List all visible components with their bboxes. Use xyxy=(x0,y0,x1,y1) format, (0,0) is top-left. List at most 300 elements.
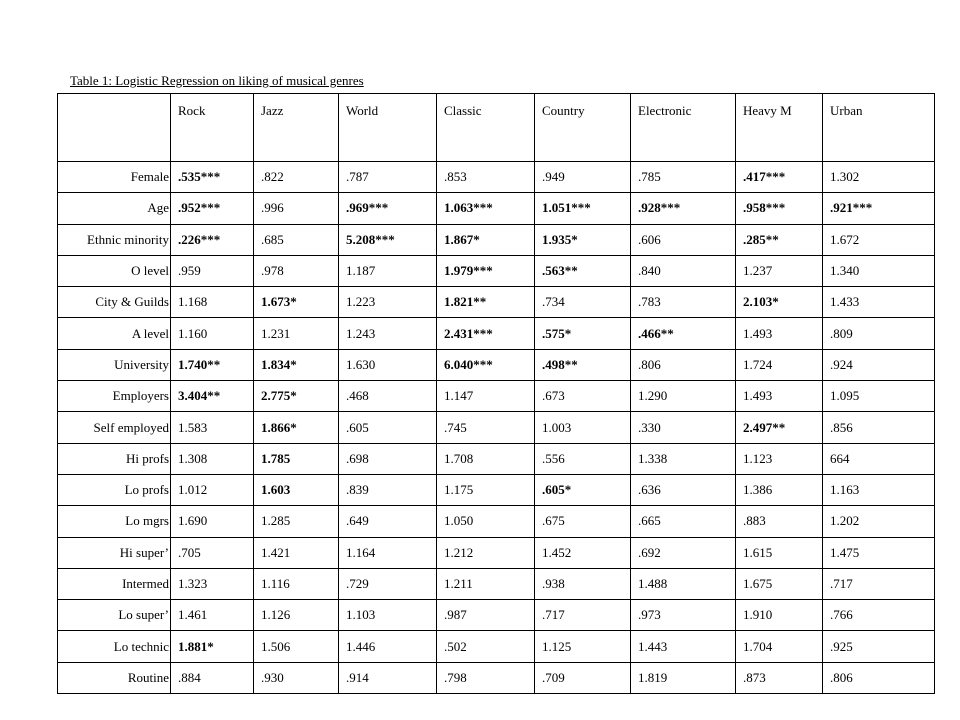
table-cell xyxy=(254,318,339,349)
table-row xyxy=(58,537,935,568)
cell-value: .705 xyxy=(178,544,201,560)
table-cell xyxy=(736,162,823,193)
table-cell xyxy=(736,662,823,693)
table-cell xyxy=(535,662,631,693)
cell-value: 1.003 xyxy=(542,419,572,435)
cell-value: 1.285 xyxy=(261,513,291,529)
table-cell xyxy=(535,600,631,631)
cell-value: .675 xyxy=(542,513,565,529)
cell-value: 1.323 xyxy=(178,576,208,591)
cell-value: 1.175 xyxy=(444,482,474,498)
cell-value: 1.212 xyxy=(444,544,474,560)
row-label: Self employed xyxy=(58,412,171,443)
table-cell xyxy=(736,568,823,599)
table-cell xyxy=(171,631,254,662)
column-header xyxy=(171,94,254,162)
table-body xyxy=(58,162,935,694)
table-cell xyxy=(437,662,535,693)
cell-value: .969*** xyxy=(346,200,389,216)
cell-value: 1.223 xyxy=(346,294,376,310)
column-header-label: Heavy M xyxy=(743,103,792,118)
row-label: Lo technic xyxy=(58,631,171,662)
column-header-label xyxy=(58,103,65,118)
cell-value: 1.302 xyxy=(830,169,860,185)
cell-value: 1.386 xyxy=(743,482,773,498)
cell-value: .417*** xyxy=(743,169,786,185)
cell-value: 5.208*** xyxy=(346,231,395,247)
cell-value: 1.308 xyxy=(178,450,208,466)
cell-value: 1.051*** xyxy=(542,200,591,216)
row-label: Hi super’ xyxy=(58,537,171,568)
cell-value: .717 xyxy=(542,607,565,623)
cell-value: 1.785 xyxy=(261,450,291,466)
cell-value: 1.290 xyxy=(638,388,668,404)
table-cell xyxy=(437,443,535,474)
table-cell xyxy=(171,162,254,193)
table-cell xyxy=(171,318,254,349)
regression-table xyxy=(57,93,935,694)
table-cell xyxy=(535,287,631,318)
table-cell xyxy=(823,349,935,380)
cell-value: .806 xyxy=(830,669,853,685)
table-cell xyxy=(339,506,437,537)
table-cell xyxy=(254,224,339,255)
table-cell xyxy=(254,349,339,380)
cell-value: 1.740** xyxy=(178,356,221,372)
table-cell xyxy=(171,287,254,318)
row-label: University xyxy=(58,349,171,380)
table-cell xyxy=(535,568,631,599)
table-cell xyxy=(339,162,437,193)
cell-value: .535*** xyxy=(178,169,221,185)
cell-value: 1.493 xyxy=(743,325,773,341)
table-cell xyxy=(254,255,339,286)
column-header xyxy=(254,94,339,162)
cell-value: 3.404** xyxy=(178,388,221,404)
table-cell xyxy=(823,412,935,443)
cell-value: 1.488 xyxy=(638,576,668,591)
cell-value: 1.231 xyxy=(261,325,291,341)
table-cell xyxy=(736,443,823,474)
table-cell xyxy=(631,474,736,505)
table-cell xyxy=(736,349,823,380)
table-cell xyxy=(254,287,339,318)
table-cell xyxy=(631,568,736,599)
table-cell xyxy=(339,600,437,631)
table-cell xyxy=(631,255,736,286)
table-cell xyxy=(339,193,437,224)
cell-value: 1.433 xyxy=(830,294,860,310)
table-cell xyxy=(736,193,823,224)
table-cell xyxy=(437,506,535,537)
cell-value: 1.881* xyxy=(178,638,214,654)
cell-value: 1.866* xyxy=(261,419,297,435)
cell-value: .938 xyxy=(542,576,565,591)
table-cell xyxy=(171,506,254,537)
row-label: Intermed xyxy=(58,568,171,599)
cell-value: 1.630 xyxy=(346,356,376,372)
table-cell xyxy=(254,412,339,443)
table-row xyxy=(58,255,935,286)
cell-value: 2.103* xyxy=(743,294,779,310)
table-cell xyxy=(254,506,339,537)
table-row xyxy=(58,412,935,443)
cell-value: .502 xyxy=(444,638,467,654)
cell-value: .783 xyxy=(638,294,661,310)
cell-value: .856 xyxy=(830,419,853,435)
cell-value: .921*** xyxy=(830,200,873,216)
table-row xyxy=(58,474,935,505)
table-cell xyxy=(437,224,535,255)
table-cell xyxy=(535,255,631,286)
table-cell xyxy=(736,318,823,349)
table-cell xyxy=(339,287,437,318)
table-cell xyxy=(823,631,935,662)
table-row xyxy=(58,381,935,412)
row-label: Routine xyxy=(58,662,171,693)
cell-value: .840 xyxy=(638,263,661,279)
cell-value: .665 xyxy=(638,513,661,529)
row-label: Ethnic minority xyxy=(58,224,171,255)
table-cell xyxy=(631,506,736,537)
table-cell xyxy=(339,318,437,349)
table-cell xyxy=(631,318,736,349)
cell-value: 1.050 xyxy=(444,513,474,529)
row-label: Hi profs xyxy=(58,443,171,474)
cell-value: 1.338 xyxy=(638,450,668,466)
header-row xyxy=(58,94,935,162)
table-cell xyxy=(823,443,935,474)
table-cell xyxy=(535,506,631,537)
table-cell xyxy=(437,349,535,380)
table-cell xyxy=(535,412,631,443)
table-cell xyxy=(736,506,823,537)
cell-value: 1.123 xyxy=(743,450,773,466)
table-cell xyxy=(254,443,339,474)
table-cell xyxy=(437,600,535,631)
cell-value: 1.160 xyxy=(178,325,208,341)
cell-value: .563** xyxy=(542,263,578,279)
table-cell xyxy=(823,318,935,349)
cell-value: .787 xyxy=(346,169,369,185)
cell-value: .930 xyxy=(261,669,284,685)
cell-value: .709 xyxy=(542,669,565,685)
cell-value: .873 xyxy=(743,669,766,685)
table-cell xyxy=(171,412,254,443)
table-row xyxy=(58,568,935,599)
cell-value: .914 xyxy=(346,669,369,685)
table-cell xyxy=(339,443,437,474)
cell-value: .925 xyxy=(830,638,853,654)
table-cell xyxy=(535,474,631,505)
table-cell xyxy=(339,224,437,255)
table-cell xyxy=(254,631,339,662)
table-cell xyxy=(631,412,736,443)
cell-value: 1.168 xyxy=(178,294,208,310)
table-cell xyxy=(736,474,823,505)
table-cell xyxy=(339,474,437,505)
table-row xyxy=(58,506,935,537)
cell-value: .978 xyxy=(261,263,284,279)
table-cell xyxy=(339,412,437,443)
table-row xyxy=(58,600,935,631)
cell-value: 1.443 xyxy=(638,638,668,654)
cell-value: 1.704 xyxy=(743,638,773,654)
cell-value: .673 xyxy=(542,388,565,404)
cell-value: 1.063*** xyxy=(444,200,493,216)
cell-value: 1.819 xyxy=(638,669,668,685)
column-header-label: Classic xyxy=(444,103,482,118)
cell-value: .606 xyxy=(638,231,661,247)
table-cell xyxy=(171,255,254,286)
table-cell xyxy=(171,349,254,380)
table-cell xyxy=(339,631,437,662)
table-row xyxy=(58,631,935,662)
cell-value: 1.202 xyxy=(830,513,860,529)
cell-value: 1.126 xyxy=(261,607,291,623)
cell-value: 1.675 xyxy=(743,576,773,591)
cell-value: .649 xyxy=(346,513,369,529)
table-row xyxy=(58,662,935,693)
cell-value: .822 xyxy=(261,169,284,185)
cell-value: .734 xyxy=(542,294,565,310)
cell-value: .806 xyxy=(638,356,661,372)
cell-value: 1.452 xyxy=(542,544,572,560)
table-cell xyxy=(437,631,535,662)
cell-value: 1.243 xyxy=(346,325,376,341)
cell-value: 1.935* xyxy=(542,231,578,247)
table-cell xyxy=(171,600,254,631)
table-cell xyxy=(339,349,437,380)
cell-value: .466** xyxy=(638,325,674,341)
cell-value: 1.475 xyxy=(830,544,860,560)
column-header-label: World xyxy=(346,103,379,118)
table-cell xyxy=(254,600,339,631)
column-header-label: Electronic xyxy=(638,103,692,118)
cell-value: 1.979*** xyxy=(444,263,493,279)
table-cell xyxy=(171,443,254,474)
header-corner-cell xyxy=(58,94,171,162)
row-label: Lo super’ xyxy=(58,600,171,631)
table-cell xyxy=(437,162,535,193)
cell-value: 2.775* xyxy=(261,388,297,404)
table-row xyxy=(58,349,935,380)
table-row xyxy=(58,162,935,193)
table-cell xyxy=(171,568,254,599)
cell-value: .959 xyxy=(178,263,201,279)
table-cell xyxy=(631,443,736,474)
cell-value: 1.340 xyxy=(830,263,860,279)
cell-value: 6.040*** xyxy=(444,356,493,372)
cell-value: .226*** xyxy=(178,231,221,247)
cell-value: 1.163 xyxy=(830,482,860,498)
cell-value: 1.116 xyxy=(261,576,290,591)
table-cell xyxy=(171,224,254,255)
table-cell xyxy=(823,506,935,537)
table-cell xyxy=(535,349,631,380)
cell-value: .692 xyxy=(638,544,661,560)
cell-value: 1.708 xyxy=(444,450,474,466)
cell-value: 1.690 xyxy=(178,513,208,529)
table-cell xyxy=(823,381,935,412)
row-label: A level xyxy=(58,318,171,349)
cell-value: 1.672 xyxy=(830,231,860,247)
table-cell xyxy=(171,474,254,505)
table-cell xyxy=(823,193,935,224)
table-cell xyxy=(631,537,736,568)
table-row xyxy=(58,193,935,224)
table-cell xyxy=(254,474,339,505)
column-header-label: Urban xyxy=(830,103,863,118)
cell-value: 1.095 xyxy=(830,388,860,404)
cell-value: 1.421 xyxy=(261,544,291,560)
cell-value: .575* xyxy=(542,325,572,341)
cell-value: .729 xyxy=(346,576,369,591)
cell-value: .785 xyxy=(638,169,661,185)
table-cell xyxy=(631,631,736,662)
cell-value: .468 xyxy=(346,388,369,404)
cell-value: 1.724 xyxy=(743,356,773,372)
row-label: Lo mgrs xyxy=(58,506,171,537)
table-cell xyxy=(535,224,631,255)
cell-value: .924 xyxy=(830,356,853,372)
table-cell xyxy=(823,662,935,693)
cell-value: 1.867* xyxy=(444,231,480,247)
cell-value: .605* xyxy=(542,482,572,498)
cell-value: 1.446 xyxy=(346,638,376,654)
table-cell xyxy=(254,568,339,599)
cell-value: 1.164 xyxy=(346,544,376,560)
column-header xyxy=(437,94,535,162)
cell-value: .987 xyxy=(444,607,467,623)
table-cell xyxy=(736,381,823,412)
row-label: Employers xyxy=(58,381,171,412)
table-cell xyxy=(631,662,736,693)
table-cell xyxy=(535,162,631,193)
cell-value: 1.147 xyxy=(444,388,474,404)
cell-value: 1.910 xyxy=(743,607,773,623)
column-header xyxy=(736,94,823,162)
table-cell xyxy=(736,600,823,631)
cell-value: 1.103 xyxy=(346,607,376,623)
cell-value: 2.497** xyxy=(743,419,786,435)
cell-value: .605 xyxy=(346,419,369,435)
table-cell xyxy=(535,318,631,349)
cell-value: .285** xyxy=(743,231,779,247)
table-cell xyxy=(631,349,736,380)
cell-value: .717 xyxy=(830,576,853,591)
cell-value: .809 xyxy=(830,325,853,341)
table-cell xyxy=(631,600,736,631)
table-cell xyxy=(339,381,437,412)
cell-value: 1.834* xyxy=(261,356,297,372)
cell-value: .685 xyxy=(261,231,284,247)
table-cell xyxy=(437,193,535,224)
table-cell xyxy=(437,537,535,568)
cell-value: .958*** xyxy=(743,200,786,216)
table-caption: Table 1: Logistic Regression on liking of musical genres xyxy=(70,73,364,88)
table-cell xyxy=(339,568,437,599)
table-cell xyxy=(535,631,631,662)
cell-value: 1.603 xyxy=(261,482,291,498)
table-cell xyxy=(437,412,535,443)
table-cell xyxy=(254,662,339,693)
table-cell xyxy=(823,255,935,286)
cell-value: .636 xyxy=(638,482,661,498)
table-cell xyxy=(254,537,339,568)
table-cell xyxy=(736,537,823,568)
cell-value: .928*** xyxy=(638,200,681,216)
cell-value: 1.187 xyxy=(346,263,376,279)
row-label: Lo profs xyxy=(58,474,171,505)
table-cell xyxy=(823,600,935,631)
cell-value: .973 xyxy=(638,607,661,623)
table-cell xyxy=(171,537,254,568)
table-row xyxy=(58,287,935,318)
cell-value: 2.431*** xyxy=(444,325,493,341)
table-cell xyxy=(823,224,935,255)
cell-value: 1.461 xyxy=(178,607,208,623)
cell-value: .766 xyxy=(830,607,853,623)
table-cell xyxy=(437,381,535,412)
table-cell xyxy=(736,412,823,443)
table-cell xyxy=(437,255,535,286)
table-cell xyxy=(631,162,736,193)
table-cell xyxy=(631,287,736,318)
column-header xyxy=(823,94,935,162)
cell-value: .330 xyxy=(638,419,661,435)
column-header xyxy=(535,94,631,162)
table-row xyxy=(58,224,935,255)
table-cell xyxy=(736,255,823,286)
cell-value: 1.821** xyxy=(444,294,487,310)
table-cell xyxy=(535,443,631,474)
table-cell xyxy=(339,255,437,286)
table-cell xyxy=(823,568,935,599)
column-header xyxy=(631,94,736,162)
cell-value: .952*** xyxy=(178,200,221,216)
table-cell xyxy=(437,568,535,599)
cell-value: 1.493 xyxy=(743,388,773,404)
column-header-label: Country xyxy=(542,103,585,118)
cell-value: 1.583 xyxy=(178,419,208,435)
row-label: Female xyxy=(58,162,171,193)
cell-value: .883 xyxy=(743,513,766,529)
table-cell xyxy=(823,287,935,318)
cell-value: .853 xyxy=(444,169,467,185)
table-cell xyxy=(254,162,339,193)
cell-value: .884 xyxy=(178,669,201,685)
table-cell xyxy=(736,631,823,662)
table-cell xyxy=(437,318,535,349)
table-row xyxy=(58,318,935,349)
table-cell xyxy=(823,537,935,568)
table-cell xyxy=(823,162,935,193)
table-cell xyxy=(254,193,339,224)
row-label: Age xyxy=(58,193,171,224)
cell-value: 1.211 xyxy=(444,576,473,591)
column-header-label: Jazz xyxy=(261,103,284,118)
cell-value: 664 xyxy=(830,450,850,466)
cell-value: 1.673* xyxy=(261,294,297,310)
row-label: City & Guilds xyxy=(58,287,171,318)
table-cell xyxy=(823,474,935,505)
cell-value: .556 xyxy=(542,450,565,466)
cell-value: .745 xyxy=(444,419,467,435)
table-cell xyxy=(631,193,736,224)
cell-value: 1.237 xyxy=(743,263,773,279)
table-cell xyxy=(437,474,535,505)
